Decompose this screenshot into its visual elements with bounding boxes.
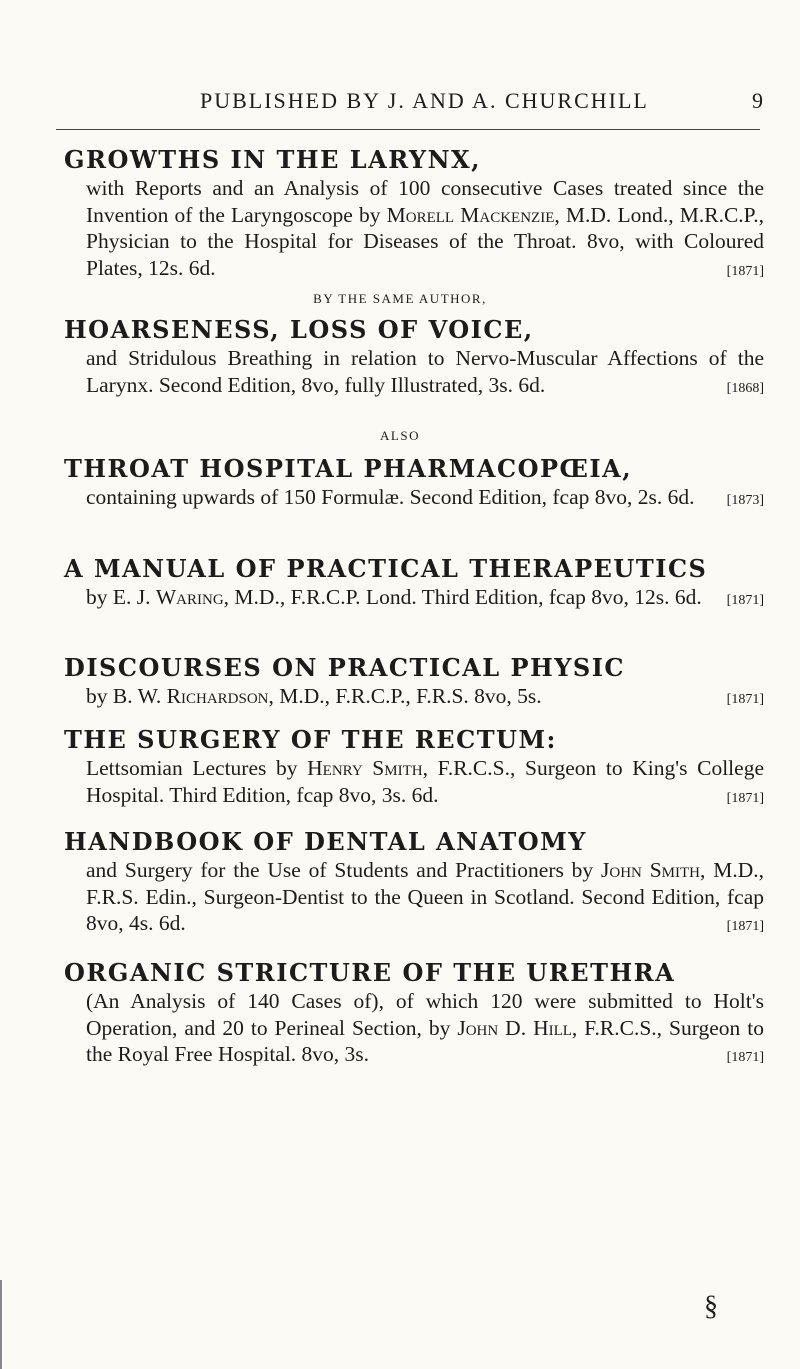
entry-title: DISCOURSES ON PRACTICAL PHYSIC [64,653,626,682]
entry-description [64,683,764,710]
entry-year: [1871] [726,593,764,608]
entry-text: Lettsomian Lectures by [86,756,308,780]
entry-text: and Stridulous Breathing in relation to Nervo-Muscular Affections of the Larynx. Second Edition, 8vo, fully Illustrated, 3s. 6d. [86,346,764,397]
page-number: 9 [752,88,765,113]
entry-description [64,175,764,281]
entry-author: John D. Hill, [457,1015,578,1040]
entry-year: [1871] [726,790,764,806]
entry-text: and Surgery for the Use of Students and Practitioners by [86,858,602,882]
entry-year: [1873] [726,493,764,508]
entry-author: Richardson, [166,684,274,708]
entry-text: (An Analysis of 140 Cases of), of which 120 were submitted to Holt's Operation, and 20 to Perineal Section, by [86,989,764,1040]
entry-description [64,345,764,398]
entry-year: [1871] [726,919,764,934]
running-header [0,88,800,124]
entry-text: with Reports and an Analysis of 100 consecutive Cases treated since the Invention of the Laryngoscope by [86,176,764,227]
entry-text-cont: M.D., F.R.C.P., F.R.S. 8vo, 5s. [273,684,542,708]
entry-title: ORGANIC STRICTURE OF THE URETHRA [64,958,676,987]
entry-text-cont: M.D. Lond., M.R.C.P., Physician to the Hospital for Diseases of the Throat. 8vo, with Coloured Plates, 12s. 6d. [86,202,764,280]
entry-year: [1871] [726,1050,764,1065]
entry-text: by B. W. [86,684,167,708]
entry-handbook-dental-anatomy [64,827,764,941]
by-same-author-label: BY THE SAME AUTHOR, [313,291,487,306]
header-title: PUBLISHED BY J. AND A. CHURCHILL [200,88,649,113]
entry-description [64,857,764,937]
entry-description [64,484,764,511]
entry-manual-practical-therapeutics [64,554,764,615]
entry-organic-stricture-urethra [64,958,764,1072]
entry-title: HANDBOOK OF DENTAL ANATOMY [64,827,587,856]
entry-description [64,755,764,808]
entry-title: THROAT HOSPITAL PHARMACOPŒIA, [64,454,633,483]
entry-description [64,584,764,611]
entry-surgery-of-rectum [64,725,764,812]
entry-year: [1871] [726,263,764,279]
entry-year: [1868] [726,380,764,396]
entry-discourses-practical-physic [64,653,764,714]
entry-title: HOARSENESS, LOSS OF VOICE, [64,315,534,344]
entry-title: A MANUAL OF PRACTICAL THERAPEUTICS [64,554,708,583]
signature-mark: § [704,1291,718,1322]
entry-author: Morell Mackenzie, [386,202,560,227]
entry-author: Waring, [155,585,230,609]
entry-hoarseness [64,315,764,402]
entry-throat-hospital-pharmacopoeia [64,454,764,515]
entry-growths-in-larynx [64,145,764,285]
entry-author: John Smith, [601,858,706,882]
header-rule [56,129,760,130]
entry-text: by E. J. [86,585,156,609]
entry-year: [1871] [726,692,764,707]
entry-text-cont: M.D., F.R.S. Edin., Surgeon-Dentist to the Queen in Scotland. Second Edition, fcap 8vo, 4s. 6d. [86,858,764,935]
also-label: ALSO [380,428,420,443]
entry-author: Henry Smith, [307,756,428,780]
entry-text: containing upwards of 150 Formulæ. Second Edition, fcap 8vo, 2s. 6d. [86,485,695,509]
entry-title: GROWTHS IN THE LARYNX, [64,145,481,174]
entry-description [64,988,764,1068]
entry-text-cont: M.D., F.R.C.P. Lond. Third Edition, fcap 8vo, 12s. 6d. [229,585,702,609]
entry-title: THE SURGERY OF THE RECTUM: [64,725,557,754]
entry-text-cont: F.R.C.S., Surgeon to the Royal Free Hospital. 8vo, 3s. [86,1015,764,1066]
page-edge-line [0,1280,10,1369]
entry-text-cont: F.R.C.S., Surgeon to King's College Hospital. Third Edition, fcap 8vo, 3s. 6d. [86,756,764,807]
